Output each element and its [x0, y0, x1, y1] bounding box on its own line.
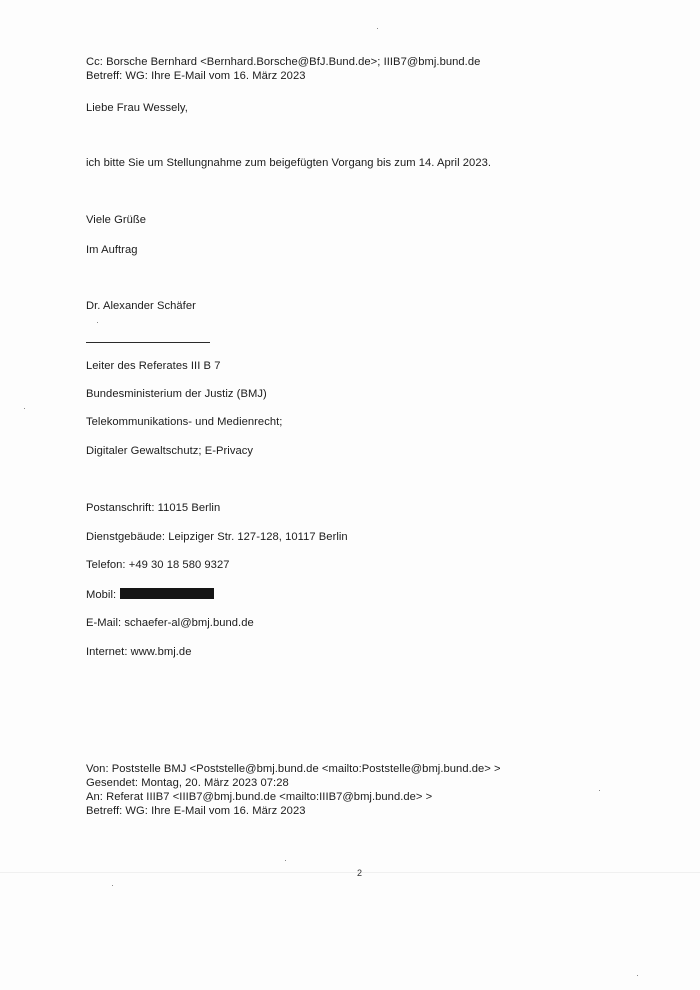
email-address: E-Mail: schaefer-al@bmj.bund.de	[86, 617, 254, 629]
forwarded-from: Von: Poststelle BMJ <Poststelle@bmj.bund.de <mailto:Poststelle@bmj.bund.de> >	[86, 763, 501, 775]
forwarded-sent: Gesendet: Montag, 20. März 2023 07:28	[86, 777, 289, 789]
phone-number: Telefon: +49 30 18 580 9327	[86, 559, 230, 571]
scan-speck	[599, 790, 600, 791]
scan-speck	[637, 975, 638, 976]
subject-line: Betreff: WG: Ihre E-Mail vom 16. März 2023	[86, 70, 306, 82]
signature-divider	[86, 342, 210, 343]
scan-speck	[24, 408, 25, 409]
scan-speck	[97, 322, 98, 323]
scan-artifact	[0, 872, 700, 873]
cc-line: Cc: Borsche Bernhard <Bernhard.Borsche@BfJ.Bund.de>; IIIB7@bmj.bund.de	[86, 56, 481, 68]
redaction-bar	[120, 588, 214, 599]
building-address: Dienstgebäude: Leipziger Str. 127-128, 10117 Berlin	[86, 531, 348, 543]
closing: Viele Grüße	[86, 214, 147, 226]
mobile-line	[86, 588, 214, 602]
scan-speck	[285, 860, 286, 861]
ministry-name: Bundesministerium der Justiz (BMJ)	[86, 388, 267, 400]
body-text: ich bitte Sie um Stellungnahme zum beigefügten Vorgang bis zum 14. April 2023.	[86, 157, 492, 169]
signer-title: Leiter des Referates III B 7	[86, 360, 221, 372]
im-auftrag: Im Auftrag	[86, 244, 138, 256]
scan-speck	[377, 28, 378, 29]
internet-address: Internet: www.bmj.de	[86, 646, 192, 658]
mobile-label: Mobil:	[86, 589, 117, 601]
salutation: Liebe Frau Wessely,	[86, 102, 188, 114]
scan-speck	[112, 885, 113, 886]
forwarded-subject: Betreff: WG: Ihre E-Mail vom 16. März 2023	[86, 805, 306, 817]
department-line-2: Digitaler Gewaltschutz; E-Privacy	[86, 445, 254, 457]
department-line-1: Telekommunikations- und Medienrecht;	[86, 416, 283, 428]
forwarded-to: An: Referat IIIB7 <IIIB7@bmj.bund.de <mailto:IIIB7@bmj.bund.de> >	[86, 791, 433, 803]
postal-address: Postanschrift: 11015 Berlin	[86, 502, 221, 514]
page-number: 2	[357, 868, 363, 878]
signer-name: Dr. Alexander Schäfer	[86, 300, 196, 312]
